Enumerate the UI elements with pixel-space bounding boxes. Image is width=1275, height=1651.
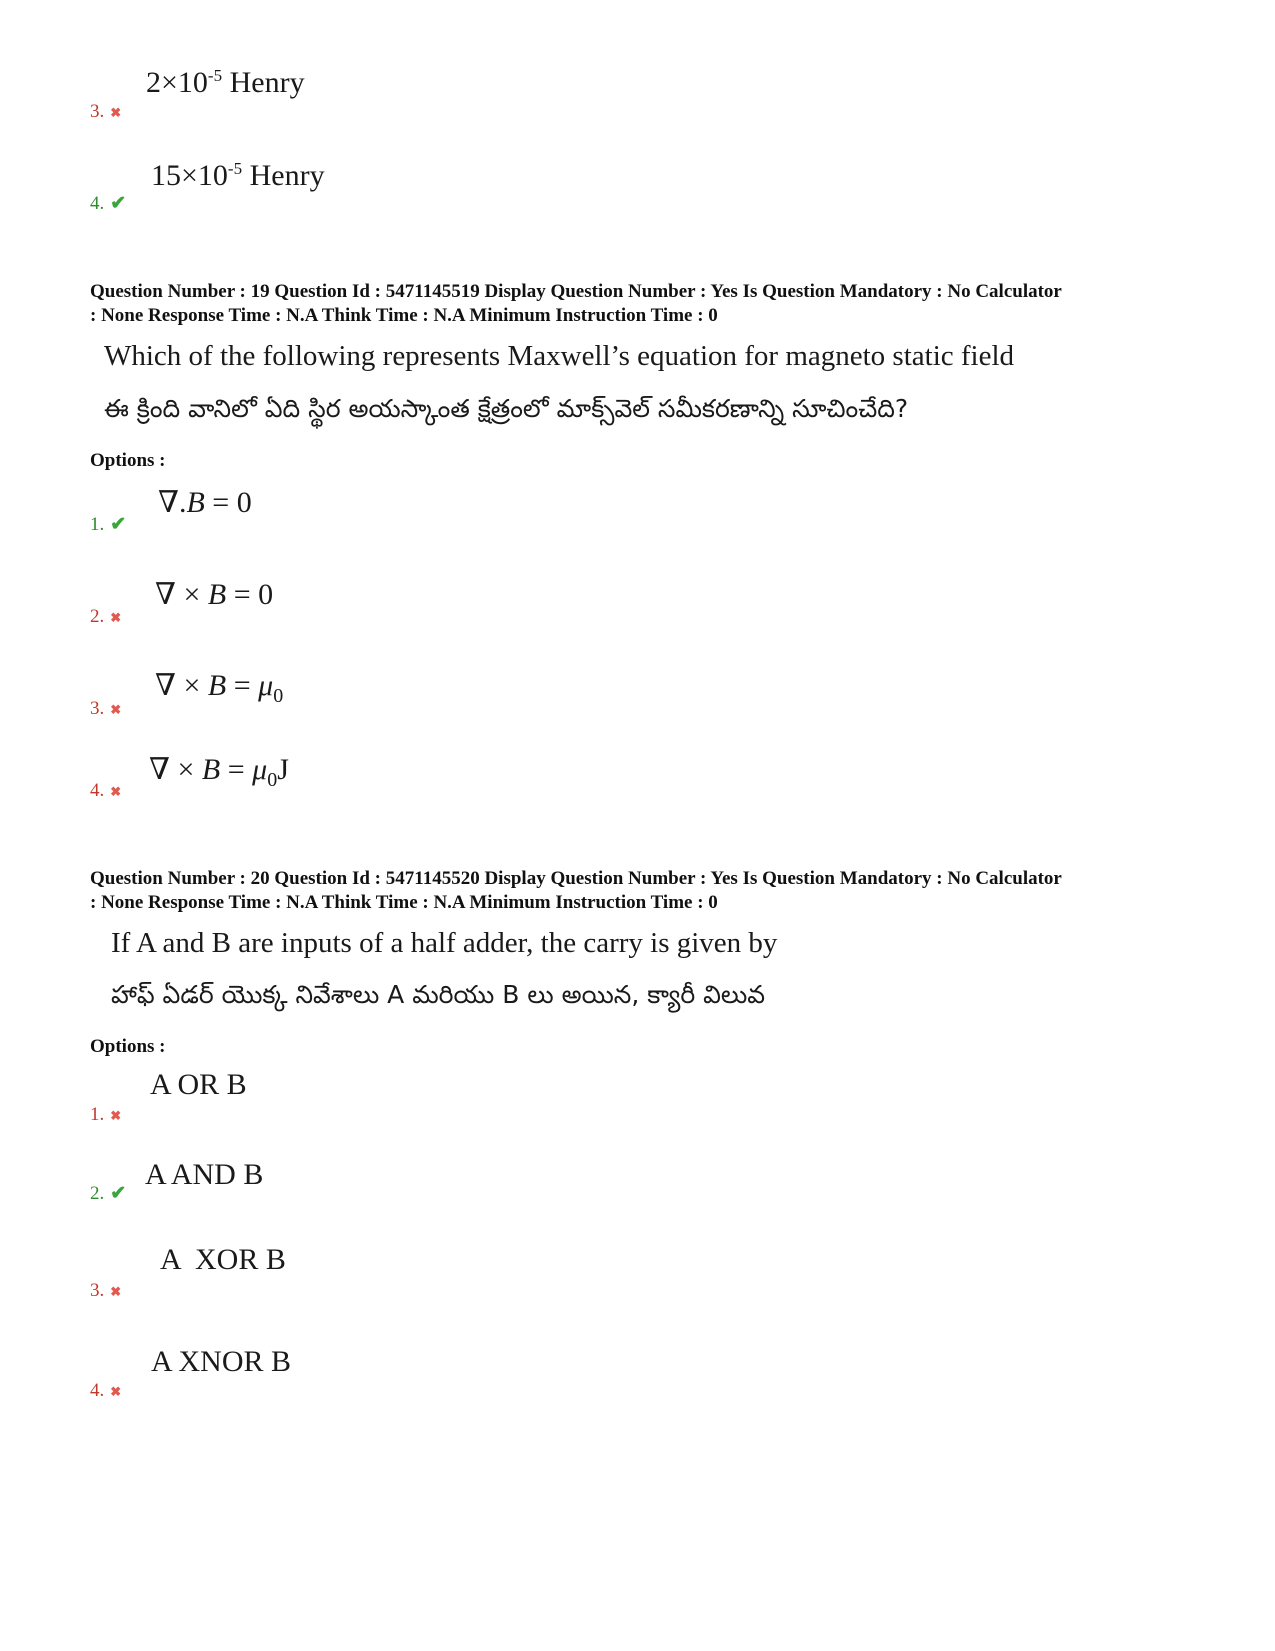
- prev-option-3-text: $2\times 10^{-5}$ Henry: [146, 66, 305, 99]
- q20-option-2-text: A AND B: [145, 1158, 264, 1191]
- q19-option-4-number: 4. ✖: [90, 780, 122, 801]
- q20-option-2-number: 2. ✔: [90, 1183, 127, 1204]
- q20-meta: Question Number : 20 Question Id : 5471145520 Display Question Number : Yes Is Question Mandatory : No Calculator : None Response Time : N.A Think Time : N.A Minimum Instruction Time : 0: [90, 868, 1062, 913]
- q20-text-te: హాఫ్ ఏడర్ యొక్క నివేశాలు A మరియు B లు అయిన, క్యారీ విలువ: [111, 980, 766, 1009]
- prev-option-4-text: $15\times 10^{-5}$ Henry: [151, 159, 325, 192]
- check-mark-icon: ✔: [110, 193, 127, 214]
- cross-mark-icon: ✖: [110, 105, 122, 120]
- q19-text-en: Which of the following represents Maxwell’s equation for magneto static field: [104, 340, 1015, 372]
- cross-mark-icon: ✖: [110, 784, 122, 799]
- q19-option-2-number: 2. ✖: [90, 606, 122, 627]
- q20-option-3-number: 3. ✖: [90, 1280, 122, 1301]
- cross-mark-icon: ✖: [110, 610, 122, 625]
- q20-options-label: Options :: [90, 1036, 166, 1057]
- cross-mark-icon: ✖: [110, 1284, 122, 1299]
- cross-mark-icon: ✖: [110, 1108, 122, 1123]
- q19-option-1-number: 1. ✔: [90, 514, 127, 535]
- check-mark-icon: ✔: [110, 514, 127, 535]
- q19-option-3-number: 3. ✖: [90, 698, 122, 719]
- q20-option-4-number: 4. ✖: [90, 1380, 122, 1401]
- cross-mark-icon: ✖: [110, 702, 122, 717]
- q19-option-1-text: ∇.B = 0: [158, 486, 252, 519]
- q20-text-en: If A and B are inputs of a half adder, the carry is given by: [111, 927, 778, 959]
- q19-meta: Question Number : 19 Question Id : 5471145519 Display Question Number : Yes Is Question Mandatory : No Calculator : None Response Time : N.A Think Time : N.A Minimum Instruction Time : 0: [90, 281, 1062, 326]
- q19-options-label: Options :: [90, 450, 166, 471]
- prev-option-4-number: 4. ✔: [90, 193, 127, 214]
- q20-option-4-text: A XNOR B: [151, 1345, 292, 1378]
- q20-option-1-number: 1. ✖: [90, 1104, 122, 1125]
- q20-option-3-text: A XOR B: [160, 1243, 286, 1276]
- check-mark-icon: ✔: [110, 1183, 127, 1204]
- q19-option-4-text: ∇ × $B = \mu_0J$: [149, 753, 289, 791]
- q20-option-1-text: A OR B: [150, 1068, 247, 1101]
- cross-mark-icon: ✖: [110, 1384, 122, 1399]
- q19-option-3-text: ∇ × $B = \mu_0$: [155, 669, 284, 707]
- q19-option-2-text: ∇ × B = 0: [155, 578, 274, 611]
- q19-text-te: ఈ క్రింది వానిలో ఏది స్థిర అయస్కాంత క్షేత్రంలో మాక్స్‌వెల్ సమీకరణాన్ని సూచించేది?: [104, 394, 909, 423]
- prev-option-3-number: 3. ✖: [90, 101, 122, 122]
